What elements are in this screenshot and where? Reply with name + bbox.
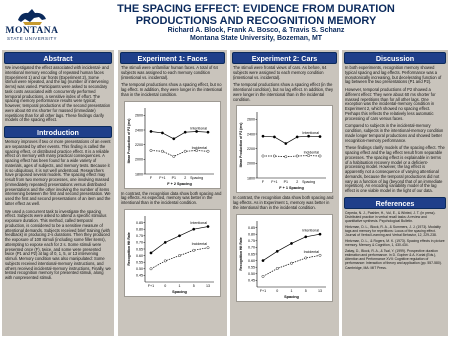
data-point [273,155,275,157]
series-label: Incidental [303,249,319,254]
y-tick-label: 0.65 [248,251,255,256]
logo-subname: STATE UNIVERSITY [6,36,58,41]
y-tick-label: 0.60 [136,253,143,258]
y-tick-label: 0.80 [248,232,255,236]
abstract-text: We investigated the effect associated with incidental- and intentional memory encoding of repeated human faces (Experiment 1) and car fronts (Experiment 2). Some stimuli were repeated, and the lag (number of intervening items) was varied. Participants were asked to secondary task costs associated with concurrently performed temporal productions, a sensitive index of effort. The spacing memory performance results were typical; however, temporal productions of the second presentation were about 60 ms shorter for massed (immediate) repetitions than for all other lags. These findings clarify models of the spacing effect. [5,65,111,123]
x-tick-label: 5 [192,283,195,288]
data-point [150,130,152,132]
reference-item: Hintzman, D. L., & Rogers, M. K. (1973). Spacing effects in picture memory. Memory & Cognition, 1, 430-434. [345,238,445,248]
poster-title [64,3,448,27]
authors-line: Richard A. Block, Frank A. Bosco, & Travis S. Schanz [167,27,345,34]
exp1-production-chart [124,101,221,189]
series-line [263,136,320,143]
references-heading: References [344,197,446,209]
y-tick-label: 2600 [247,117,255,122]
y-tick-label: 0.65 [136,247,143,252]
series-label: Intentional [190,220,207,225]
y-tick-label: 0.50 [248,271,255,276]
series-label: Incidental [191,145,207,150]
y-tick-label: 2600 [135,113,143,118]
exp2-recognition-chart [236,214,333,302]
data-point [161,150,163,152]
experiment-2-heading: Experiment 2: Cars [232,52,337,64]
series-label: Incidental [191,241,207,246]
series-label: Intentional [190,126,207,131]
x-tick-label: 1 [178,283,181,288]
x-tick-label: 1 [290,288,293,293]
experiment-2-paragraph-2: The temporal productions show a spacing effect (in the intentional condition), but no lag effect. In addition, they were longer in the intentional than in the incidental condition. [233,82,334,102]
y-tick-label: 2200 [247,147,255,152]
poster-header [0,0,450,48]
exp2-production-chart [236,105,333,193]
data-point [184,150,186,152]
discussion-paragraph-4: These findings clarify models of the spacing effect. The spacing effect and the lag effect result from separable processes. The spacing effect is explainable in terms of a habituation recovery model or a deficient-processing model. However, the lag effect is apparently not a consequence of varying attentional demands, because the temporal productions did not vary as a function of lag (beyond that of an immediate repetition). An encoding variability model of the lag effect is one viable model in the light of our data. [345,145,445,193]
column-4 [342,50,448,336]
experiment-1-paragraph-3: In contrast, the recognition data show both spacing and lag effects. As expected, memory was better in the intentional than in the incidental condition. [121,190,222,205]
series-line [151,150,208,156]
series-label: Intentional [302,131,319,136]
chart-svg [125,102,220,188]
data-point [178,254,180,256]
y-tick-label: 1800 [135,171,143,176]
data-point [164,259,166,261]
series-line [263,255,320,276]
discussion-paragraph-3: Compared to subjects in the incidental-memory condition, subjects in the intentional-memory condition made longer temporal productions and showed better recognition-memory performance. [345,123,444,143]
x-tick-label: 0 [276,288,279,293]
y-tick-label: 0.75 [248,238,255,243]
x-tick-label: Spacing [190,175,204,180]
x-axis-label: Spacing [284,294,299,299]
data-point [290,262,292,264]
affiliation-line: Montana State University, Bozeman, MT [189,35,323,42]
x-axis-label: F + 1 Spacing [279,186,304,191]
university-logo [4,6,60,46]
data-point [262,135,264,137]
data-point [207,131,209,133]
x-tick-label: 0 [164,283,167,288]
y-tick-label: 2400 [135,127,143,132]
data-point [305,235,307,237]
data-point [290,242,292,244]
series-label: Incidental [303,150,319,155]
x-tick-label: F+1 [159,175,166,180]
introduction-heading: Introduction [4,126,112,138]
data-point [193,228,195,230]
x-axis-label: F + 2 Spacing [167,181,192,186]
data-point [173,137,175,139]
x-tick-label: 13 [206,283,210,288]
y-axis-label: Mean Production of P2 (ms) [127,118,131,163]
reference-item: Cepeda, N. J., Pashler, H., Vul, E., & Wixted, J. T. (in press). Distributed practice in verbal recall tasks: A review and quantitative synthesis. Psychological Bulletin. [345,210,436,224]
chart-svg [237,106,332,192]
experiment-1-paragraph-2: The temporal productions show a spacing effect, but no lag effect. In addition, they were longer in the intentional than in the incidental condition. [121,82,223,97]
data-point [285,156,287,158]
reference-item: Hintzman, D. L., Block, R. A., & Summers, J. J. (1973). Modality tags and memory for repetitions: Locus of the spacing effect. Journal of Verbal Learning and Verbal Behavior, 12, 229-238. [345,224,441,238]
data-point [207,150,209,152]
y-tick-label: 0.70 [136,240,143,245]
data-point [307,135,309,137]
data-point [285,143,287,145]
data-point [305,256,307,258]
data-point [150,267,152,269]
series-line [151,247,208,268]
y-tick-label: 1800 [247,176,255,181]
column-2 [118,50,227,336]
y-tick-label: 0.55 [136,260,143,265]
x-tick-label: P1 [283,180,289,185]
data-point [262,275,264,277]
abstract-heading: Abstract [4,52,112,64]
data-point [319,155,321,157]
x-axis-label: Spacing [172,289,187,294]
data-point [173,155,175,157]
x-tick-label: 2 [184,175,187,180]
data-point [178,234,180,236]
y-tick-label: 2400 [247,132,255,137]
data-point [207,225,209,227]
experiment-2-paragraph-3: In contrast, the recognition data show both spacing and lag effects. As in Experiment 1, memory was better in the intentional than in the incidental condition. [233,195,334,210]
x-tick-label: F [261,180,265,185]
y-axis-label: Recognition Hit Rate [127,232,131,266]
series-line [151,131,208,138]
x-tick-label: 2 [296,180,299,185]
introduction-paragraph-2: We used a concurrent task to investigate the spacing effect. Subjects were asked to attend a specific stimulus exposure duration. This method, called temporal production, is considered to be a sensitive measure of attentional demands. Subjects received brief training (with feedback) in producing 2-s durations. Then they produced the exposure of 100 stimuli (including some filler items), attempting to expose each for 2 s. Some stimuli were presented once (F), twice, and some were presented twice (P1 and P2) at lag of 0, 1, 5, or 13 intervening stimuli. Memory condition was also manipulated: Some subjects received intentional-memory instructions, and others received incidental-memory instructions. Finally, we tested recognition memory for presented stimuli, along with nonpresented stimuli. [5,208,111,280]
column-1 [2,50,114,336]
data-point [207,246,209,248]
data-point [296,136,298,138]
y-tick-label: 0.80 [136,227,143,232]
data-point [150,149,152,151]
y-tick-label: 0.85 [136,220,143,225]
series-label: Intentional [302,228,319,233]
x-tick-label: 13 [318,288,322,293]
series-line [263,156,320,157]
experiment-2-paragraph-1: The stimuli were frontal views of cars. As before, 64 subjects were assigned to each memory condition (intentional vs. incidental). [233,65,327,80]
data-point [150,252,152,254]
x-tick-label: 5 [304,288,307,293]
x-tick-label: F+1 [271,180,278,185]
x-tick-label: F+1 [259,288,267,293]
title-line-1: THE SPACING EFFECT: EVIDENCE FROM DURATION [117,3,395,15]
y-tick-label: 2200 [135,142,143,147]
x-tick-label: F [149,175,153,180]
chart-svg [125,210,220,296]
y-tick-label: 0.85 [248,225,255,230]
exp1-recognition-chart [124,209,221,297]
data-point [319,136,321,138]
introduction-paragraph-1: Memory improves if two or more presentations of an event are separated by other events. This finding is called the spacing effect, or distributed practice effect. It is a reliable effect on memory with many practical consequences. A spacing effect has been found for a wide variety of materials, ages of subjects, and memory tests. Because it is so ubiquitous, it is not well understood. Researchers have proposed several models. The spacing effect may result from two memory processes, one involving massed (immediately repeated) presentations versus distributed presentations and the other involving the number of items intervening between the first and second presentation. We used the first and second presentations of an item and the latter effect as well. [5,139,111,206]
reference-item: Zakay, D., Block, R. A., & Tsal, Y. (1999). Prospective duration estimation and performance. In D. Gopher & A. Koriat (Eds.), Attention and Performance XVII: Cognitive regulation of performance: Interaction of theory and application (pp. 557-580). Cambridge, MA: MIT Press. [345,248,442,270]
x-tick-label: Spacing [302,180,316,185]
data-point [184,131,186,133]
experiment-1-paragraph-1: The stimuli were unfamiliar human faces. A total of 64 subjects was assigned to each memory condition (intentional vs. incidental). [121,65,218,80]
y-tick-label: 0.60 [248,258,255,263]
data-point [319,254,321,256]
discussion-paragraph-2: However, temporal productions of P2 showed a different effect: They were about 60 ms shorter for massed repetitions than for all other lags. One exception was the incidental-memory condition in Experiment 2, which showed no spacing effect. Perhaps this reflects the relatively less automatic processing of cars versus faces. [345,87,436,121]
y-tick-label: 0.45 [248,278,255,283]
data-point [262,259,264,261]
y-tick-label: 0.50 [136,266,143,271]
data-point [262,155,264,157]
data-point [164,241,166,243]
data-point [276,267,278,269]
y-axis-label: Recognition Hit Rate [239,236,243,271]
data-point [161,131,163,133]
y-tick-label: 0.55 [248,265,255,269]
logo-name: MONTANA [5,26,59,36]
y-tick-label: 2000 [135,157,143,162]
x-tick-label: P1 [171,175,177,180]
data-point [276,250,278,252]
y-axis-label: Mean Production of P2 (ms) [239,122,243,168]
x-tick-label: F+1 [147,283,155,288]
chart-svg [237,215,332,301]
y-tick-label: 0.70 [248,245,255,250]
column-3 [230,50,339,336]
data-point [273,136,275,138]
y-tick-label: 0.45 [136,273,143,278]
bobcat-logo-icon [15,6,49,26]
discussion-paragraph-1: In both experiments, recognition memory showed typical spacing and lag effects. Performance was a monotonically increasing, but decelerating function of lag between the two presentations (P1 and P2). [345,65,442,85]
discussion-heading: Discussion [344,52,446,64]
experiment-1-heading: Experiment 1: Faces [120,52,225,64]
data-point [319,233,321,235]
y-tick-label: 0.75 [136,233,143,238]
data-point [193,249,195,251]
data-point [296,155,298,157]
poster-authors [64,27,448,43]
data-point [307,155,309,157]
y-tick-label: 2000 [247,161,255,166]
title-line-2: PRODUCTIONS AND RECOGNITION MEMORY [135,15,377,27]
